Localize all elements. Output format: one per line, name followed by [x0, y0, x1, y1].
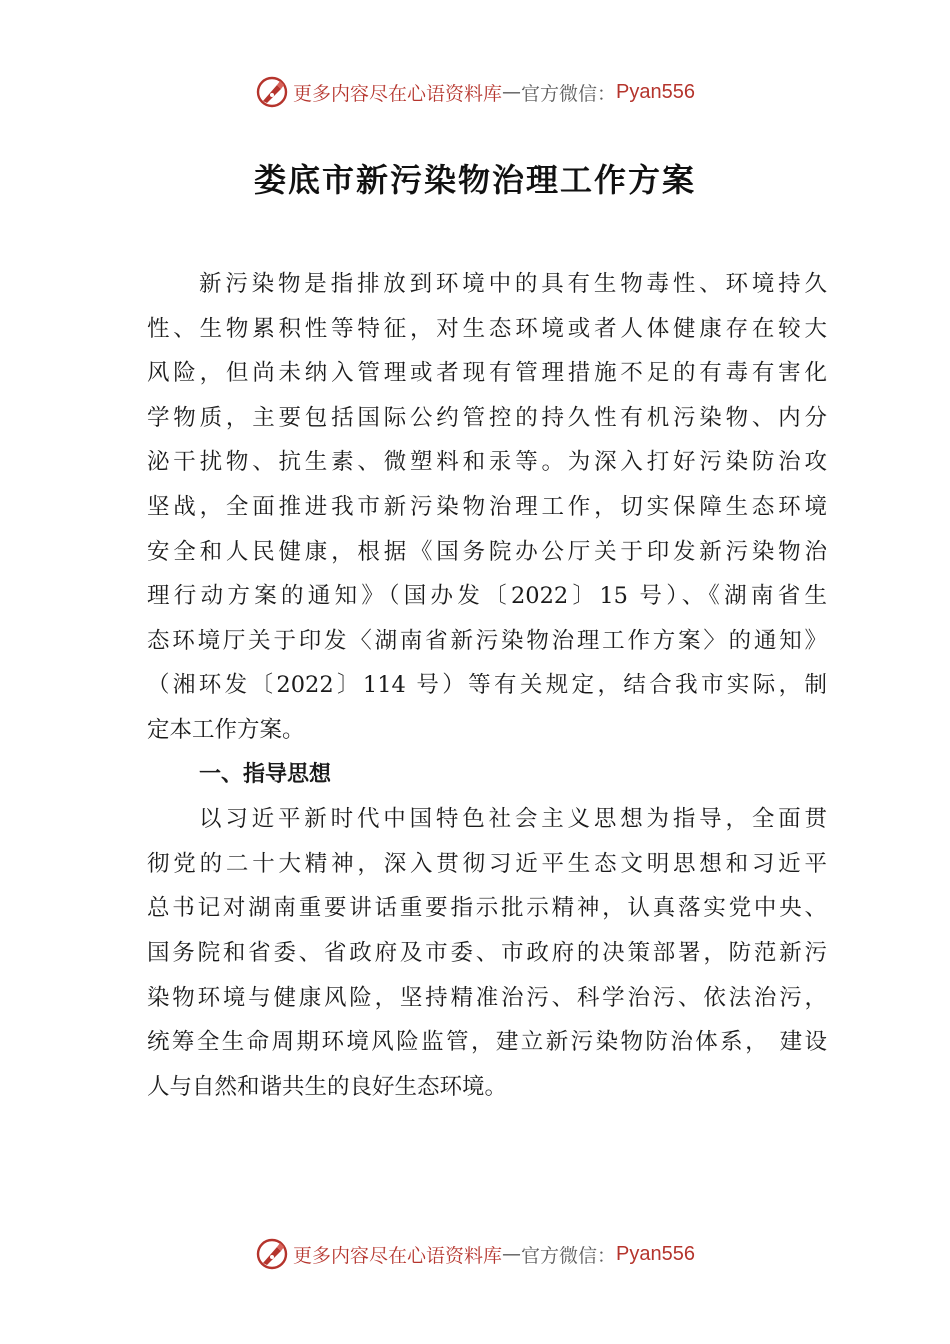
- intro-line: 新污染物是指排放到环境中的具有生物毒性、环境持久: [199, 271, 827, 297]
- intro-line: 理行动方案的通知》（国办发〔2022〕15 号）、《湖南省生: [147, 583, 827, 610]
- intro-line: （湘环发〔2022〕114 号）等有关规定，结合我市实际，制: [147, 672, 827, 699]
- intro-line: 风险，但尚未纳入管理或者现有管理措施不足的有毒有害化: [147, 360, 827, 387]
- banner-separator: —: [502, 1243, 522, 1265]
- document-title: 娄底市新污染物治理工作方案: [253, 161, 696, 199]
- section1-line: 以习近平新时代中国特色社会主义思想为指导，全面贯: [199, 806, 827, 833]
- banner-wechat-id: Pyan556: [616, 1242, 695, 1265]
- section-heading: 一、指导思想: [199, 761, 332, 787]
- pen-nib-icon: [255, 1237, 289, 1271]
- intro-line: 泌干扰物、抗生素、微塑料和汞等。为深入打好污染防治攻: [147, 449, 827, 476]
- banner-label: 官方微信：: [521, 82, 617, 105]
- section1-line: 国务院和省委、省政府及市委、市政府的决策部署，防范新污: [147, 939, 827, 966]
- banner-label: 官方微信：: [521, 1244, 617, 1267]
- banner-main-text: 更多内容尽在心语资料库: [293, 82, 503, 105]
- section1-line: 彻党的二十大精神，深入贯彻习近平生态文明思想和习近平: [147, 850, 827, 877]
- section1-line: 人与自然和谐共生的良好生态环境。: [147, 1073, 508, 1100]
- intro-line: 学物质，主要包括国际公约管控的持久性有机污染物、内分: [147, 404, 827, 431]
- banner-separator: —: [502, 81, 522, 103]
- section1-line: 总书记对湖南重要讲话重要指示批示精神，认真落实党中央、: [147, 895, 827, 922]
- section1-line: 染物环境与健康风险，坚持精准治污、科学治污、依法治污，: [147, 984, 827, 1011]
- document-body: [147, 262, 827, 1109]
- section1-line: 统筹全生命周期环境风险监管，建立新污染物防治体系， 建设: [147, 1029, 827, 1056]
- intro-line: 性、生物累积性等特征，对生态环境或者人体健康存在较大: [147, 315, 827, 342]
- banner-text: [293, 1241, 695, 1268]
- banner-main-text: 更多内容尽在心语资料库: [293, 1244, 503, 1267]
- intro-line: 定本工作方案。: [147, 716, 305, 743]
- intro-paragraph: [147, 262, 827, 753]
- intro-line: 态环境厅关于印发〈湖南省新污染物治理工作方案〉的通知》: [147, 627, 827, 654]
- intro-line: 坚战，全面推进我市新污染物治理工作，切实保障生态环境: [147, 493, 827, 520]
- banner-text: [293, 79, 695, 106]
- section1-paragraph: [147, 797, 827, 1109]
- banner-wechat-id: Pyan556: [616, 80, 695, 103]
- footer-watermark-banner: [0, 1234, 950, 1274]
- intro-line: 安全和人民健康，根据《国务院办公厅关于印发新污染物治: [147, 538, 827, 565]
- header-watermark-banner: [0, 72, 950, 112]
- pen-nib-icon: [255, 75, 289, 109]
